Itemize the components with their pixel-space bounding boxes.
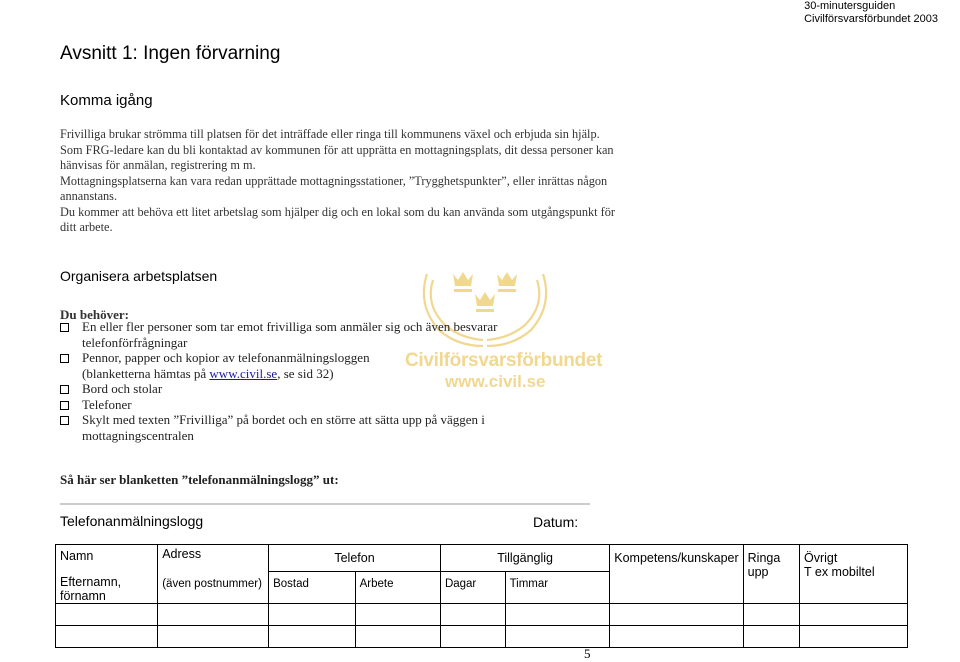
table-cell <box>505 603 610 625</box>
checkbox-icon <box>60 385 69 394</box>
header-organization: Civilförsvarsförbundet 2003 <box>804 13 938 25</box>
table-header-cell: Adress <box>158 545 269 572</box>
list-item <box>60 397 510 413</box>
table-header-cell: Telefon <box>269 545 441 572</box>
checkbox-icon <box>60 323 69 332</box>
table-header-cell: Dagar <box>440 572 505 604</box>
page-number: 5 <box>584 646 591 661</box>
list-item-text: Telefoner <box>82 396 132 412</box>
table-cell <box>610 603 743 625</box>
table-header-cell: Ringa upp <box>743 545 799 604</box>
table-cell <box>355 603 440 625</box>
needs-label: Du behöver: <box>60 307 129 322</box>
list-item-text: Bord och stolar <box>82 381 163 396</box>
organize-title: Organisera arbetsplatsen <box>60 268 218 284</box>
table-header-cell: Timmar <box>505 572 610 604</box>
logo-url: www.civil.se <box>445 372 546 391</box>
table-cell <box>440 625 505 647</box>
checkbox-icon <box>60 354 69 363</box>
table-cell <box>743 603 799 625</box>
ovrigt-sub-label: T ex mobiltel <box>804 565 875 579</box>
table-cell <box>505 625 610 647</box>
table-cell <box>56 625 158 647</box>
needs-list <box>60 319 510 443</box>
table-header-cell <box>800 545 908 604</box>
table-cell <box>800 603 908 625</box>
table-row <box>56 545 908 572</box>
table-header-cell: Bostad <box>269 572 356 604</box>
table-cell <box>158 603 269 625</box>
list-item <box>60 319 510 350</box>
table-row <box>56 625 908 647</box>
table-cell <box>800 625 908 647</box>
logo-name: Civilförsvarsförbundet <box>405 350 603 371</box>
list-item <box>60 381 510 397</box>
table-cell <box>355 625 440 647</box>
table-header-cell: Arbete <box>355 572 440 604</box>
table-header-cell: Tillgänglig <box>440 545 609 572</box>
header-guide-name: 30-minutersguiden <box>804 0 896 12</box>
datum-label: Datum: <box>533 514 579 530</box>
list-item <box>60 412 510 443</box>
blankett-note-prefix: (blanketterna hämtas på <box>82 365 210 381</box>
intro-paragraph: Du kommer att behöva ett litet arbetslag som hjälper dig och en lokal som du kan använda som utgångspunkt för ditt arbete. <box>60 204 615 234</box>
table-row <box>56 603 908 625</box>
table-cell <box>610 625 743 647</box>
intro-paragraph: Frivilliga brukar strömma till platsen för det inträffade eller ringa till kommunens växel och erbjuda sin hjälp. Som FRG-ledare kan du bli kontaktad av kommunen för att upprätta en mottagningsplats, dit dessa personer kan hänvisas för anmälan, registrering m m. <box>60 127 614 172</box>
table-header-cell: Efternamn, förnamn <box>56 572 158 604</box>
form-label: Så här ser blanketten ”telefonanmälningslogg” ut: <box>60 472 339 487</box>
table-cell <box>56 603 158 625</box>
section-title: Avsnitt 1: Ingen förvarning <box>60 43 281 64</box>
running-header <box>804 0 938 26</box>
list-item-text: Pennor, papper och kopior av telefonanmälningsloggen <box>82 350 370 365</box>
table-cell <box>743 625 799 647</box>
table-header-cell: (även postnummer) <box>158 572 269 604</box>
list-item-text: Skylt med texten ”Frivilliga” på bordet och en större att sätta upp på väggen i mottagningscentralen <box>82 412 485 443</box>
table-cell <box>269 625 356 647</box>
table-cell <box>440 603 505 625</box>
list-item <box>60 350 510 381</box>
ovrigt-label: Övrigt <box>804 551 838 565</box>
table-cell <box>269 603 356 625</box>
log-table <box>55 544 908 648</box>
checkbox-icon <box>60 401 69 410</box>
table-cell <box>158 625 269 647</box>
divider <box>60 503 590 505</box>
civil-link[interactable]: www.civil.se <box>209 365 278 381</box>
log-title: Telefonanmälningslogg <box>60 513 204 529</box>
sub-title: Komma igång <box>60 92 153 109</box>
intro-text <box>60 127 620 236</box>
table-header-cell: Namn <box>56 545 158 572</box>
checkbox-icon <box>60 416 69 425</box>
table-header-cell: Kompetens/kunskaper <box>610 545 743 604</box>
intro-paragraph: Mottagningsplatserna kan vara redan upprättade mottagningsstationer, ”Trygghetspunkter”, eller inrättas någon annanstans. <box>60 173 608 203</box>
blankett-note-suffix: , se sid 32) <box>277 365 334 381</box>
list-item-text: En eller fler personer som tar emot frivilliga som anmäler sig och även besvarar telefonförfrågningar <box>82 319 498 350</box>
